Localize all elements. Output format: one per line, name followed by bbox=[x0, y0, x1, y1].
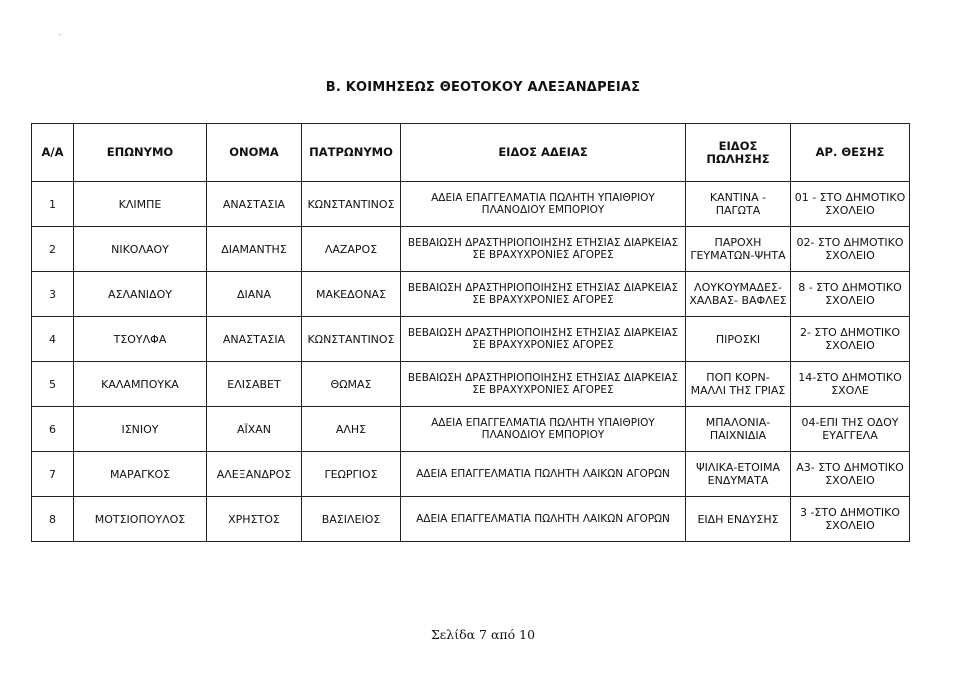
cell-aa: 8 bbox=[32, 497, 74, 542]
cell-sales-type: ΠΟΠ ΚΟΡΝ- ΜΑΛΛΙ ΤΗΣ ΓΡΙΑΣ bbox=[686, 362, 791, 407]
cell-name: ΕΛΙΣΑΒΕΤ bbox=[207, 362, 302, 407]
cell-aa: 7 bbox=[32, 452, 74, 497]
cell-permit-type: ΒΕΒΑΙΩΣΗ ΔΡΑΣΤΗΡΙΟΠΟΙΗΣΗΣ ΕΤΗΣΙΑΣ ΔΙΑΡΚΕΙΑΣ ΣΕ ΒΡΑΧΥΧΡΟΝΙΕΣ ΑΓΟΡΕΣ bbox=[401, 272, 686, 317]
table-row bbox=[32, 227, 910, 272]
header-surname: ΕΠΩΝΥΜΟ bbox=[74, 124, 207, 182]
cell-aa: 3 bbox=[32, 272, 74, 317]
header-name: ΟΝΟΜΑ bbox=[207, 124, 302, 182]
corner-mark: - bbox=[58, 30, 62, 40]
cell-position: 14-ΣΤΟ ΔΗΜΟΤΙΚΟ ΣΧΟΛΕ bbox=[791, 362, 910, 407]
cell-surname: ΜΑΡΑΓΚΟΣ bbox=[74, 452, 207, 497]
cell-aa: 2 bbox=[32, 227, 74, 272]
cell-name: ΔΙΑΝΑ bbox=[207, 272, 302, 317]
cell-name: ΧΡΗΣΤΟΣ bbox=[207, 497, 302, 542]
cell-sales-type: ΠΙΡΟΣΚΙ bbox=[686, 317, 791, 362]
cell-patronymic: ΛΑΖΑΡΟΣ bbox=[302, 227, 401, 272]
cell-surname: ΜΟΤΣΙΟΠΟΥΛΟΣ bbox=[74, 497, 207, 542]
vendor-table bbox=[31, 123, 910, 542]
cell-position: Α3- ΣΤΟ ΔΗΜΟΤΙΚΟ ΣΧΟΛΕΙΟ bbox=[791, 452, 910, 497]
table-header-row bbox=[32, 124, 910, 182]
table-row bbox=[32, 317, 910, 362]
cell-position: 3 -ΣΤΟ ΔΗΜΟΤΙΚΟ ΣΧΟΛΕΙΟ bbox=[791, 497, 910, 542]
cell-sales-type: ΕΙΔΗ ΕΝΔΥΣΗΣ bbox=[686, 497, 791, 542]
cell-sales-type: ΛΟΥΚΟΥΜΑΔΕΣ-ΧΑΛΒΑΣ- ΒΑΦΛΕΣ bbox=[686, 272, 791, 317]
cell-patronymic: ΚΩΝΣΤΑΝΤΙΝΟΣ bbox=[302, 317, 401, 362]
cell-aa: 4 bbox=[32, 317, 74, 362]
header-aa: Α/Α bbox=[32, 124, 74, 182]
cell-name: ΑΪΧΑΝ bbox=[207, 407, 302, 452]
cell-position: 02- ΣΤΟ ΔΗΜΟΤΙΚΟ ΣΧΟΛΕΙΟ bbox=[791, 227, 910, 272]
cell-permit-type: ΑΔΕΙΑ ΕΠΑΓΓΕΛΜΑΤΙΑ ΠΩΛΗΤΗ ΛΑΙΚΩΝ ΑΓΟΡΩΝ bbox=[401, 452, 686, 497]
cell-position: 01 - ΣΤΟ ΔΗΜΟΤΙΚΟ ΣΧΟΛΕΙΟ bbox=[791, 182, 910, 227]
cell-permit-type: ΑΔΕΙΑ ΕΠΑΓΓΕΛΜΑΤΙΑ ΠΩΛΗΤΗ ΥΠΑΙΘΡΙΟΥ ΠΛΑΝΟΔΙΟΥ ΕΜΠΟΡΙΟΥ bbox=[401, 182, 686, 227]
cell-sales-type: ΠΑΡΟΧΗ ΓΕΥΜΑΤΩΝ-ΨΗΤΑ bbox=[686, 227, 791, 272]
cell-surname: ΚΑΛΑΜΠΟΥΚΑ bbox=[74, 362, 207, 407]
cell-name: ΔΙΑΜΑΝΤΗΣ bbox=[207, 227, 302, 272]
page-title: Β. ΚΟΙΜΗΣΕΩΣ ΘΕΟΤΟΚΟΥ ΑΛΕΞΑΝΔΡΕΙΑΣ bbox=[325, 80, 641, 95]
cell-surname: ΝΙΚΟΛΑΟΥ bbox=[74, 227, 207, 272]
cell-name: ΑΛΕΞΑΝΔΡΟΣ bbox=[207, 452, 302, 497]
cell-permit-type: ΑΔΕΙΑ ΕΠΑΓΓΕΛΜΑΤΙΑ ΠΩΛΗΤΗ ΥΠΑΙΘΡΙΟΥ ΠΛΑΝΟΔΙΟΥ ΕΜΠΟΡΙΟΥ bbox=[401, 407, 686, 452]
table-row bbox=[32, 362, 910, 407]
cell-permit-type: ΒΕΒΑΙΩΣΗ ΔΡΑΣΤΗΡΙΟΠΟΙΗΣΗΣ ΕΤΗΣΙΑΣ ΔΙΑΡΚΕΙΑΣ ΣΕ ΒΡΑΧΥΧΡΟΝΙΕΣ ΑΓΟΡΕΣ bbox=[401, 317, 686, 362]
cell-sales-type: ΜΠΑΛΟΝΙΑ-ΠΑΙΧΝΙΔΙΑ bbox=[686, 407, 791, 452]
cell-permit-type: ΒΕΒΑΙΩΣΗ ΔΡΑΣΤΗΡΙΟΠΟΙΗΣΗΣ ΕΤΗΣΙΑΣ ΔΙΑΡΚΕΙΑΣ ΣΕ ΒΡΑΧΥΧΡΟΝΙΕΣ ΑΓΟΡΕΣ bbox=[401, 227, 686, 272]
cell-position: 8 - ΣΤΟ ΔΗΜΟΤΙΚΟ ΣΧΟΛΕΙΟ bbox=[791, 272, 910, 317]
cell-patronymic: ΜΑΚΕΔΟΝΑΣ bbox=[302, 272, 401, 317]
cell-position: 2- ΣΤΟ ΔΗΜΟΤΙΚΟ ΣΧΟΛΕΙΟ bbox=[791, 317, 910, 362]
cell-surname: ΤΣΟΥΛΦΑ bbox=[74, 317, 207, 362]
header-sales-type: ΕΙΔΟΣ ΠΩΛΗΣΗΣ bbox=[686, 124, 791, 182]
cell-permit-type: ΑΔΕΙΑ ΕΠΑΓΓΕΛΜΑΤΙΑ ΠΩΛΗΤΗ ΛΑΙΚΩΝ ΑΓΟΡΩΝ bbox=[401, 497, 686, 542]
cell-name: ΑΝΑΣΤΑΣΙΑ bbox=[207, 182, 302, 227]
header-patronymic: ΠΑΤΡΩΝΥΜΟ bbox=[302, 124, 401, 182]
cell-aa: 6 bbox=[32, 407, 74, 452]
header-position: ΑΡ. ΘΕΣΗΣ bbox=[791, 124, 910, 182]
header-permit-type: ΕΙΔΟΣ ΑΔΕΙΑΣ bbox=[401, 124, 686, 182]
table-row bbox=[32, 272, 910, 317]
cell-patronymic: ΘΩΜΑΣ bbox=[302, 362, 401, 407]
table-row bbox=[32, 407, 910, 452]
cell-patronymic: ΓΕΩΡΓΙΟΣ bbox=[302, 452, 401, 497]
table-row bbox=[32, 497, 910, 542]
cell-aa: 1 bbox=[32, 182, 74, 227]
cell-sales-type: ΨΙΛΙΚΑ-ΕΤΟΙΜΑ ΕΝΔΥΜΑΤΑ bbox=[686, 452, 791, 497]
cell-surname: ΑΣΛΑΝΙΔΟΥ bbox=[74, 272, 207, 317]
cell-surname: ΚΛΙΜΠΕ bbox=[74, 182, 207, 227]
cell-sales-type: ΚΑΝΤΙΝΑ - ΠΑΓΩΤΑ bbox=[686, 182, 791, 227]
cell-patronymic: ΑΛΗΣ bbox=[302, 407, 401, 452]
cell-surname: ΙΣΝΙΟΥ bbox=[74, 407, 207, 452]
cell-aa: 5 bbox=[32, 362, 74, 407]
cell-position: 04-ΕΠΙ ΤΗΣ ΟΔΟΥ ΕΥΑΓΓΕΛΑ bbox=[791, 407, 910, 452]
table-row bbox=[32, 182, 910, 227]
cell-patronymic: ΚΩΝΣΤΑΝΤΙΝΟΣ bbox=[302, 182, 401, 227]
cell-patronymic: ΒΑΣΙΛΕΙΟΣ bbox=[302, 497, 401, 542]
table-row bbox=[32, 452, 910, 497]
cell-permit-type: ΒΕΒΑΙΩΣΗ ΔΡΑΣΤΗΡΙΟΠΟΙΗΣΗΣ ΕΤΗΣΙΑΣ ΔΙΑΡΚΕΙΑΣ ΣΕ ΒΡΑΧΥΧΡΟΝΙΕΣ ΑΓΟΡΕΣ bbox=[401, 362, 686, 407]
page-footer: Σελίδα 7 από 10 bbox=[430, 627, 536, 642]
cell-name: ΑΝΑΣΤΑΣΙΑ bbox=[207, 317, 302, 362]
